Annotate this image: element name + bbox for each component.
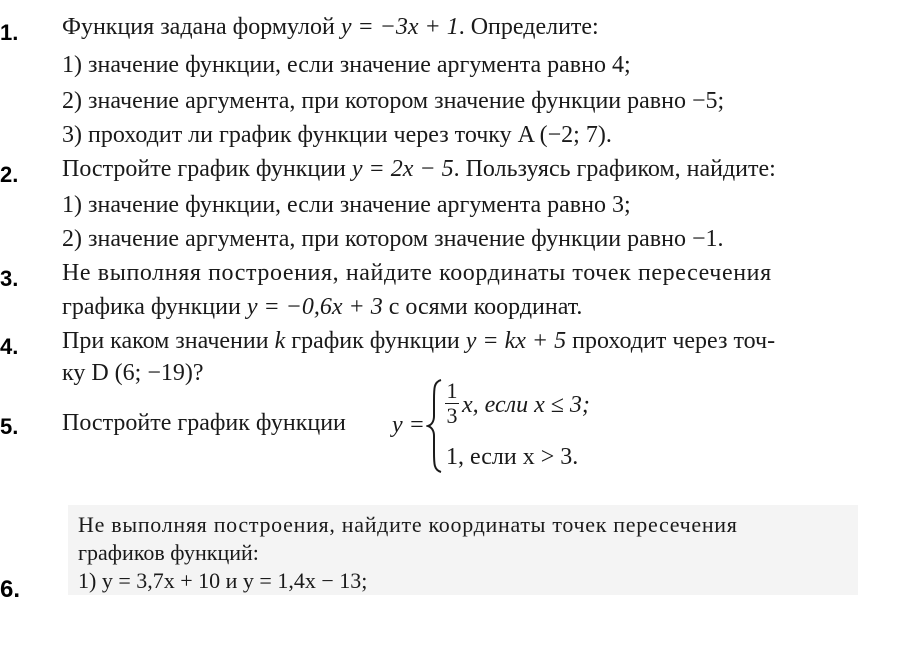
task-statement: Постройте график функции <box>62 410 346 436</box>
formula: y = kx + 5 <box>465 328 567 354</box>
subtask: 2) значение аргумента, при котором значение функции равно −1. <box>62 226 724 252</box>
subtask: 1) y = 3,7x + 10 и y = 1,4x − 13; <box>78 568 368 593</box>
task-statement-cont: графика функции y = −0,6x + 3 с осями координат. <box>62 294 583 320</box>
task-number: 3. <box>0 266 19 291</box>
formula: y = −3x + 1 <box>340 14 459 40</box>
piecewise-case-2: 1, если x > 3. <box>446 444 579 470</box>
task-statement: Функция задана формулой y = −3x + 1. Определите: <box>62 14 599 40</box>
task-statement: При каком значении k график функции y = kx + 5 проходит через точ- <box>62 328 776 354</box>
task-number: 2. <box>0 162 19 187</box>
subtask: 1) значение функции, если значение аргумента равно 3; <box>62 192 631 218</box>
formula: y = 2x − 5 <box>351 156 454 182</box>
piecewise-case-1: x, если x ≤ 3; <box>462 392 590 418</box>
task-6-box <box>68 505 858 595</box>
task-statement: Не выполняя построения, найдите координаты точек пересечения <box>62 260 772 286</box>
task-statement: Не выполняя построения, найдите координаты точек пересечения <box>78 512 738 537</box>
subtask: 3) проходит ли график функции через точку A (−2; 7). <box>62 122 612 148</box>
task-statement-cont: ку D (6; −19)? <box>62 360 204 386</box>
subtask: 2) значение аргумента, при котором значение функции равно −5; <box>62 88 725 114</box>
formula-lhs: y = <box>392 412 425 438</box>
task-number: 1. <box>0 20 19 45</box>
formula: y = −0,6x + 3 <box>246 294 383 320</box>
subtask: 1) значение функции, если значение аргумента равно 4; <box>62 52 631 78</box>
task-number: 5. <box>0 414 19 439</box>
curly-brace-icon <box>426 378 444 474</box>
task-statement-cont: графиков функций: <box>78 540 259 565</box>
task-number: 6. <box>0 576 21 603</box>
task-number: 4. <box>0 334 19 359</box>
task-statement: Постройте график функции y = 2x − 5. Пользуясь графиком, найдите: <box>62 156 776 182</box>
fraction: 1 3 <box>446 378 458 428</box>
